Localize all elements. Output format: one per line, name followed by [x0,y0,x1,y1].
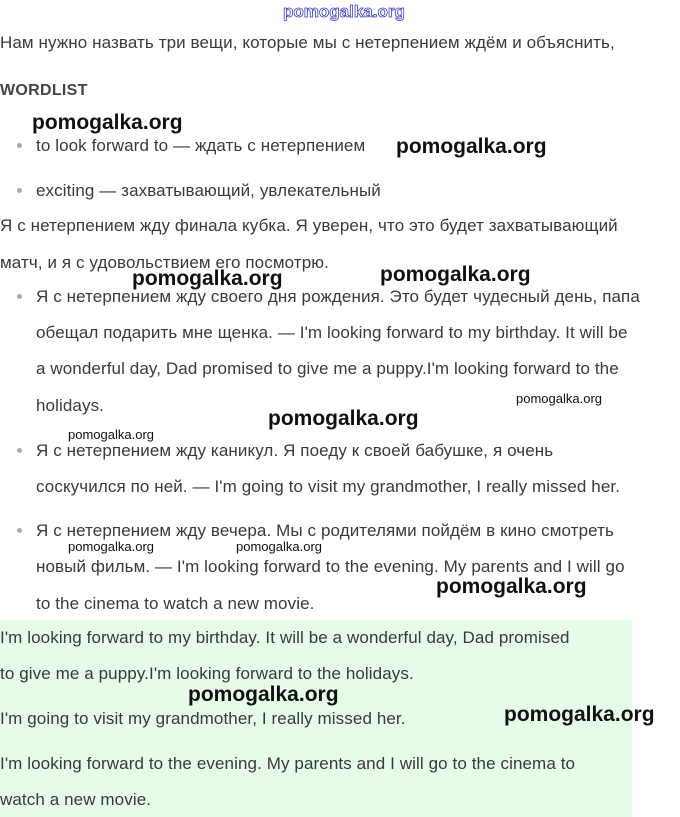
watermark: pomogalka.org [68,427,154,442]
list-item-line: holidays. [36,396,104,415]
watermark: pomogalka.org [32,111,183,134]
watermark: pomogalka.org [504,703,655,726]
bullet-icon [17,294,22,299]
answer-line: to give me a puppy.I'm looking forward to the holidays. [0,664,414,683]
wordlist-item: exciting — захватывающий, увлекательный [36,181,381,200]
header-watermark: pomogalka.org [283,2,405,21]
answer-line: I'm looking forward to my birthday. It will be a wonderful day, Dad promised [0,628,570,647]
list-item-line: to the cinema to watch a new movie. [36,594,315,613]
watermark: pomogalka.org [380,263,531,286]
answer-line: I'm going to visit my grandmother, I really missed her. [0,709,406,728]
list-item-line: a wonderful day, Dad promised to give me a puppy.I'm looking forward to the [36,359,619,378]
list-item-line: Я с нетерпением жду каникул. Я поеду к своей бабушке, я очень [36,441,554,460]
wordlist-item: to look forward to — ждать с нетерпением [36,136,366,155]
list-item-line: обещал подарить мне щенка. — I'm looking forward to my birthday. It will be [36,323,628,342]
watermark: pomogalka.org [236,539,322,554]
watermark: pomogalka.org [68,539,154,554]
example-line: Я с нетерпением жду финала кубка. Я уверен, что это будет захватывающий [0,216,618,235]
answer-line: I'm looking forward to the evening. My parents and I will go to the cinema to [0,754,576,773]
intro-text: Нам нужно назвать три вещи, которые мы с нетерпением ждём и объяснить, [0,33,615,52]
watermark: pomogalka.org [132,267,283,290]
bullet-icon [17,448,22,453]
watermark: pomogalka.org [396,135,547,158]
watermark: pomogalka.org [516,391,602,406]
bullet-icon [17,528,22,533]
list-item-line: новый фильм. — I'm looking forward to the evening. My parents and I will go [36,557,625,576]
watermark: pomogalka.org [268,407,419,430]
answer-line: watch a new movie. [0,790,152,809]
list-item-line: соскучился по ней. — I'm going to visit my grandmother, I really missed her. [36,477,621,496]
bullet-icon [17,143,22,148]
example-line: матч, и я с удовольствием его посмотрю. [0,253,329,272]
list-item-line: Я с нетерпением жду вечера. Мы с родителями пойдём в кино смотреть [36,521,614,540]
watermark: pomogalka.org [436,575,587,598]
wordlist-heading: WORDLIST [0,82,88,99]
watermark: pomogalka.org [188,683,339,706]
list-item-line: Я с нетерпением жду своего дня рождения. Это будет чудесный день, папа [36,287,640,306]
bullet-icon [17,188,22,193]
